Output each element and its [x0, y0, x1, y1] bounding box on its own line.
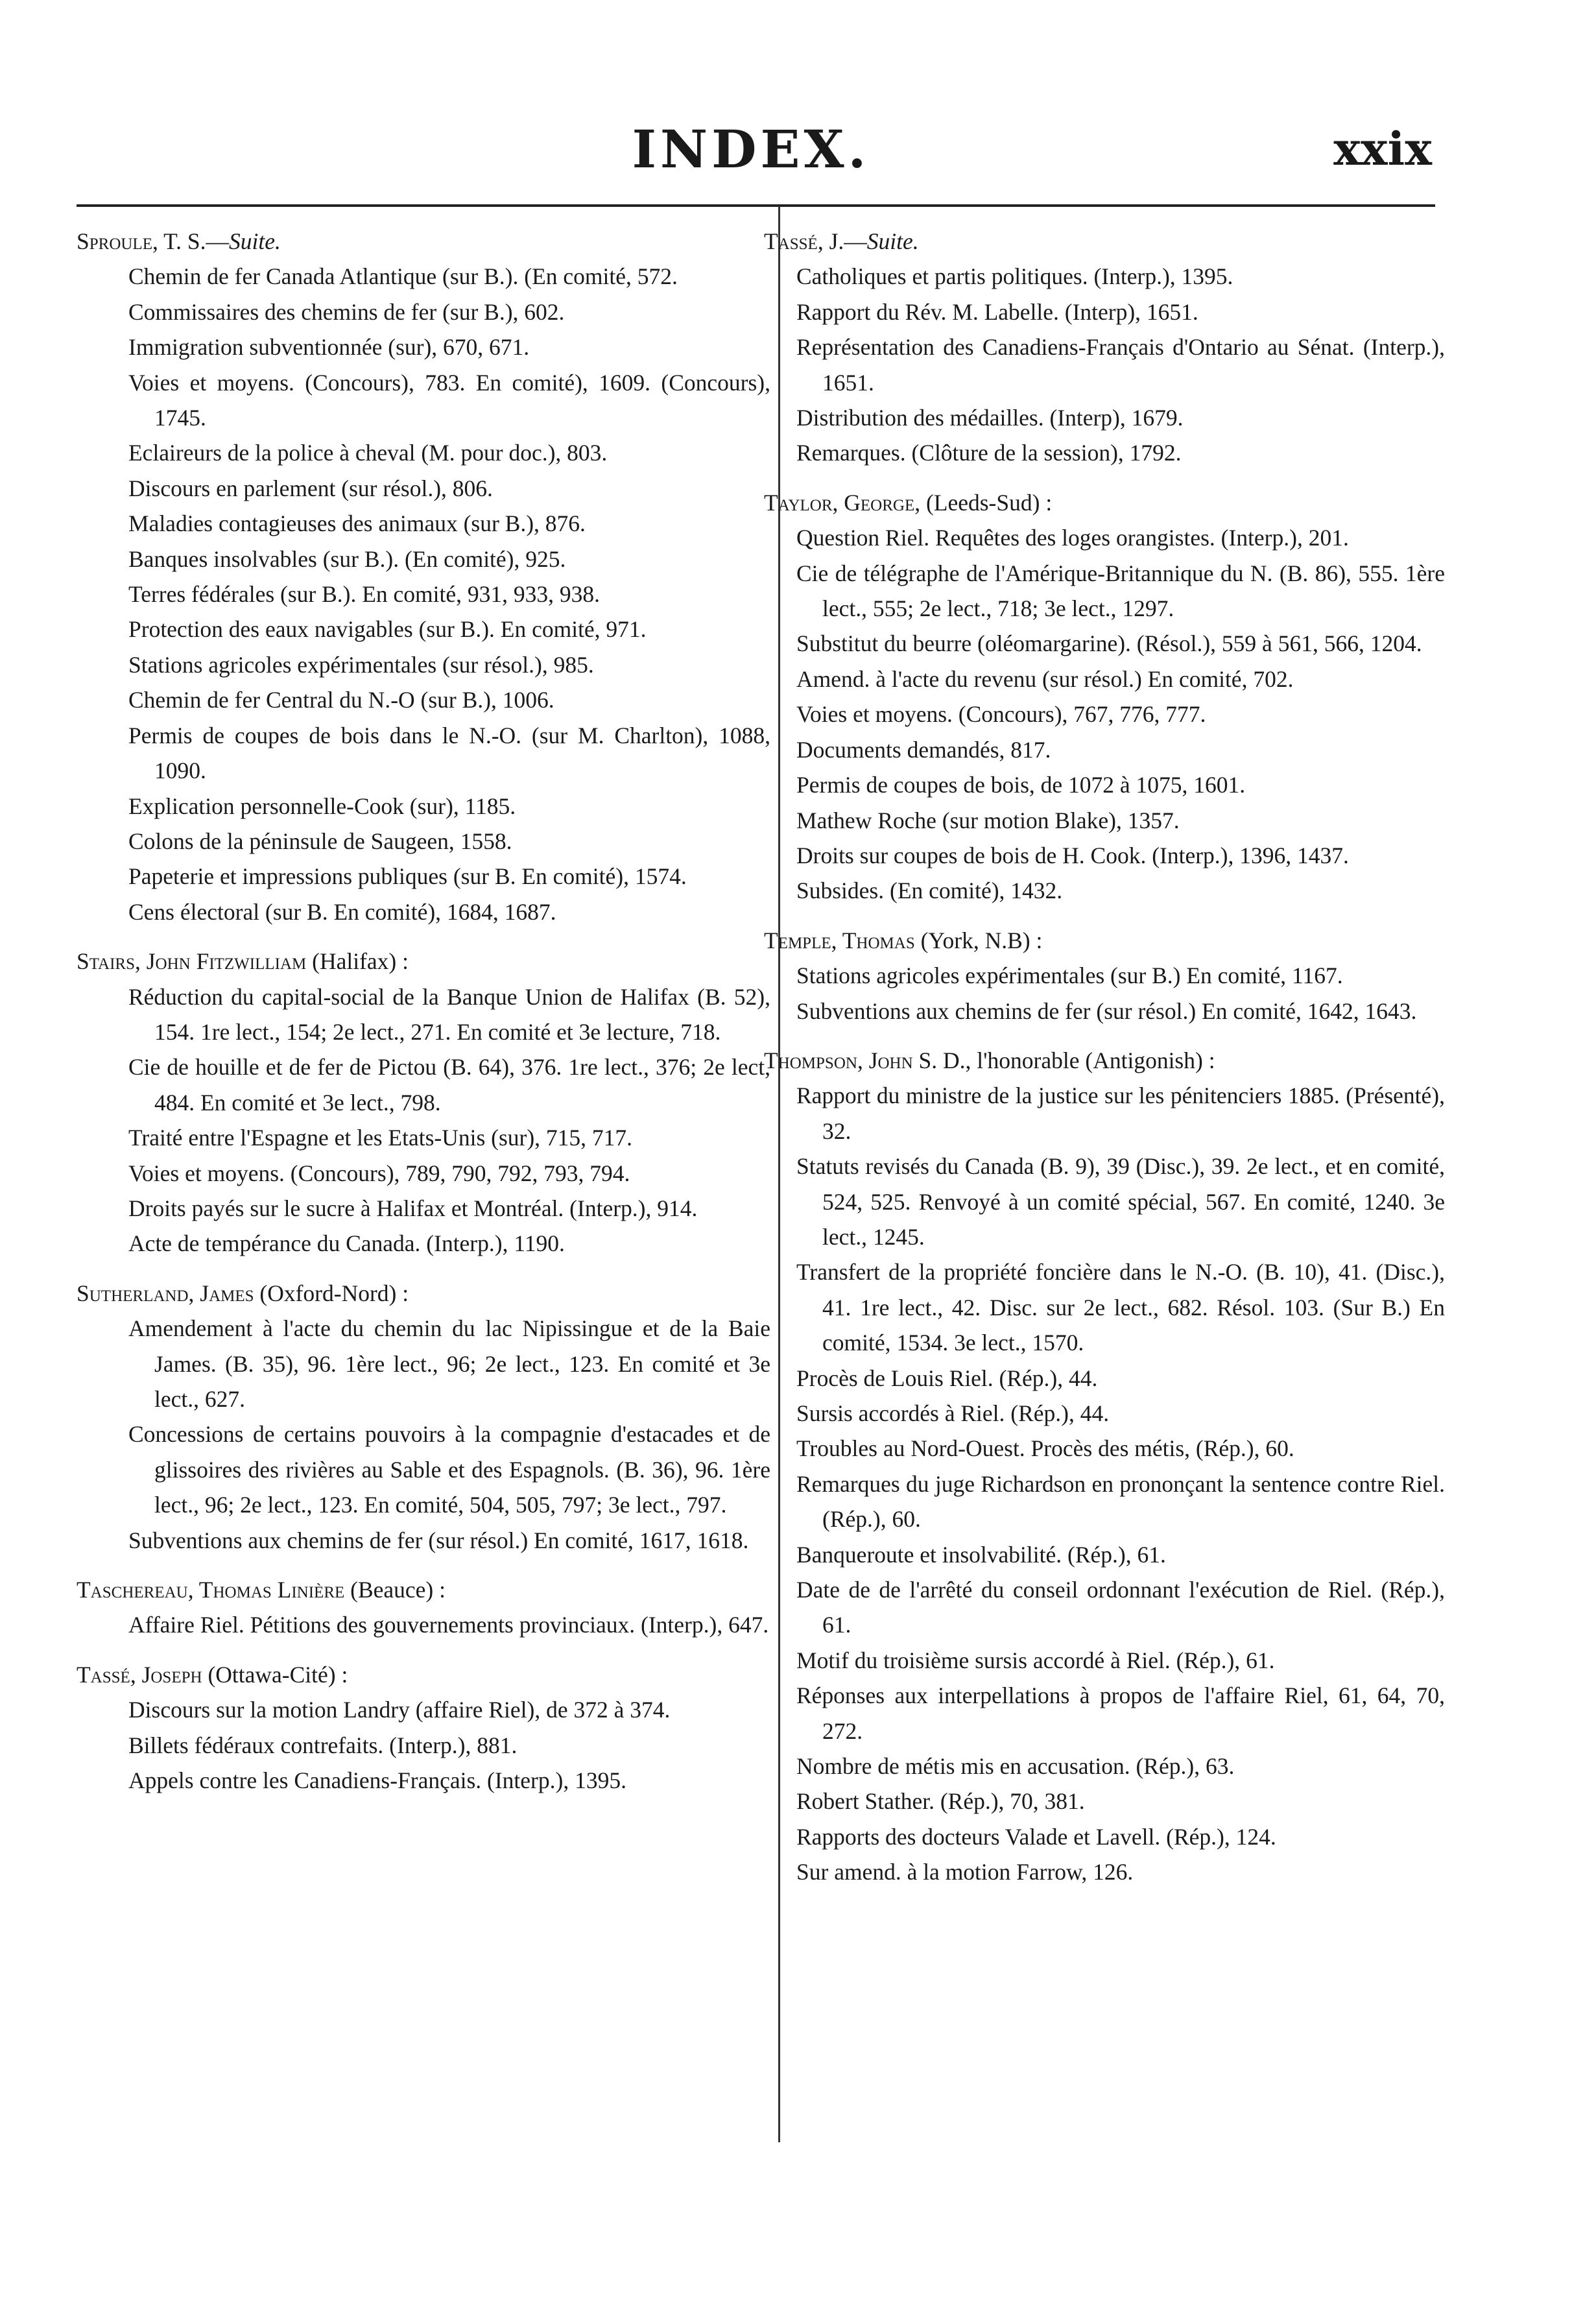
index-entry: Troubles au Nord-Ouest. Procès des métis, (Rép.), 60.: [796, 1435, 1294, 1462]
index-person: [77, 944, 770, 1262]
index-entry: Billets fédéraux contrefaits. (Interp.), 881.: [128, 1732, 518, 1758]
person-riding: (Beauce) :: [344, 1577, 446, 1603]
person-name: Taschereau, Thomas Linière: [77, 1577, 345, 1603]
index-entry: Transfert de la propriété foncière dans le N.-O. (B. 10), 41. (Disc.), 41. 1re lect., 42. Disc. sur 2e lect., 682. Résol. 103. (Sur B.) En comité, 1534. 3e lect., 1570.: [796, 1259, 1445, 1356]
index-entry: Sursis accordés à Riel. (Rép.), 44.: [796, 1400, 1110, 1426]
index-entry: Banques insolvables (sur B.). (En comité), 925.: [128, 545, 566, 572]
index-person: [77, 224, 770, 929]
index-entry: Voies et moyens. (Concours), 783. En comité), 1609. (Concours), 1745.: [128, 369, 770, 431]
index-entry: Protection des eaux navigables (sur B.). En comité, 971.: [128, 616, 647, 643]
index-entry: Subventions aux chemins de fer (sur résol.) En comité, 1642, 1643.: [796, 998, 1417, 1024]
person-name: Sutherland, James: [77, 1280, 254, 1306]
person-riding: (Halifax) :: [306, 948, 409, 975]
index-entry: Statuts revisés du Canada (B. 9), 39 (Disc.), 39. 2e lect., et en comité, 524, 525. Renvoyé à un comité spécial, 567. En comité, 1240. 3e lect., 1245.: [796, 1153, 1445, 1250]
person-name: Thompson, John S. D.: [764, 1047, 966, 1073]
person-name: Stairs, John Fitzwilliam: [77, 948, 307, 975]
index-entry: Cens électoral (sur B. En comité), 1684, 1687.: [128, 898, 556, 925]
header-rule: [77, 204, 1435, 207]
index-entry: Maladies contagieuses des animaux (sur B.), 876.: [128, 510, 586, 537]
index-entry: Voies et moyens. (Concours), 789, 790, 792, 793, 794.: [128, 1160, 630, 1186]
index-entry: Cie de houille et de fer de Pictou (B. 64), 376. 1re lect., 376; 2e lect, 484. En comité et 3e lect., 798.: [128, 1054, 770, 1116]
index-person: [764, 923, 1445, 1029]
index-entry: Terres fédérales (sur B.). En comité, 931, 933, 938.: [128, 581, 601, 608]
index-entry: Documents demandés, 817.: [796, 736, 1051, 763]
suite-label: Suite.: [866, 228, 919, 254]
page-title: INDEX.: [632, 119, 870, 180]
person-riding: , T. S.—: [152, 228, 230, 254]
page-header: [77, 114, 1432, 191]
index-entry: Amendement à l'acte du chemin du lac Nipissingue et de la Baie James. (B. 35), 96. 1ère lect., 96; 2e lect., 123. En comité et 3e lect., 627.: [128, 1315, 770, 1412]
person-riding: (York, N.B) :: [914, 927, 1043, 953]
index-entry: Traité entre l'Espagne et les Etats-Unis (sur), 715, 717.: [128, 1125, 633, 1151]
index-entry: Discours en parlement (sur résol.), 806.: [128, 475, 493, 501]
index-entry: Nombre de métis mis en accusation. (Rép.), 63.: [796, 1753, 1235, 1780]
index-entry: Procès de Louis Riel. (Rép.), 44.: [796, 1365, 1098, 1391]
person-heading: [764, 1043, 1445, 1078]
index-entry: Réponses aux interpellations à propos de l'affaire Riel, 61, 64, 70, 272.: [796, 1682, 1445, 1744]
person-riding: (Oxford-Nord) :: [254, 1280, 409, 1306]
index-entry: Représentation des Canadiens-Français d'Ontario au Sénat. (Interp.), 1651.: [796, 334, 1445, 396]
index-entry: Discours sur la motion Landry (affaire Riel), de 372 à 374.: [128, 1697, 671, 1723]
index-entry: Droits payés sur le sucre à Halifax et Montréal. (Interp.), 914.: [128, 1195, 698, 1221]
index-entry: Stations agricoles expérimentales (sur B.) En comité, 1167.: [796, 963, 1343, 989]
index-entry: Substitut du beurre (oléomargarine). (Résol.), 559 à 561, 566, 1204.: [796, 630, 1422, 657]
person-riding: (Ottawa-Cité) :: [202, 1661, 348, 1688]
person-heading: [764, 485, 1445, 520]
index-entry: Subsides. (En comité), 1432.: [796, 878, 1063, 904]
person-name: Tassé, Joseph: [77, 1661, 202, 1688]
index-entry: Immigration subventionnée (sur), 670, 671.: [128, 334, 530, 361]
person-riding: , (Leeds-Sud) :: [914, 489, 1053, 516]
index-entry: Remarques. (Clôture de la session), 1792.: [796, 440, 1182, 466]
index-entry: Voies et moyens. (Concours), 767, 776, 777.: [796, 701, 1206, 728]
suite-label: Suite.: [229, 228, 281, 254]
index-entry: Mathew Roche (sur motion Blake), 1357.: [796, 807, 1180, 833]
left-column: [77, 224, 770, 1798]
index-entry: Cie de télégraphe de l'Amérique-Britannique du N. (B. 86), 555. 1ère lect., 555; 2e lect., 718; 3e lect., 1297.: [796, 560, 1445, 622]
person-heading: [77, 944, 770, 979]
page-number: xxix: [1333, 122, 1432, 176]
person-heading: [77, 1276, 770, 1311]
index-entry: Chemin de fer Canada Atlantique (sur B.). (En comité, 572.: [128, 263, 678, 290]
index-person: [764, 224, 1445, 471]
index-entry: Banqueroute et insolvabilité. (Rép.), 61.: [796, 1541, 1166, 1568]
index-entry: Sur amend. à la motion Farrow, 126.: [796, 1859, 1134, 1885]
index-entry: Permis de coupes de bois, de 1072 à 1075, 1601.: [796, 772, 1246, 798]
person-heading: [764, 923, 1445, 958]
index-entry: Appels contre les Canadiens-Français. (Interp.), 1395.: [128, 1767, 626, 1794]
person-name: Tassé: [764, 228, 818, 254]
index-entry: Question Riel. Requêtes des loges orangistes. (Interp.), 201.: [796, 525, 1349, 551]
index-entry: Papeterie et impressions publiques (sur B. En comité), 1574.: [128, 863, 687, 890]
person-heading: [77, 1572, 770, 1607]
index-entry: Stations agricoles expérimentales (sur résol.), 985.: [128, 651, 594, 678]
index-entry: Date de de l'arrêté du conseil ordonnant l'exécution de Riel. (Rép.), 61.: [796, 1577, 1445, 1638]
index-person: [77, 1276, 770, 1558]
right-column: [764, 224, 1445, 1890]
index-entry: Chemin de fer Central du N.-O (sur B.), 1006.: [128, 687, 554, 713]
index-entry: Catholiques et partis politiques. (Interp.), 1395.: [796, 263, 1233, 290]
index-entry: Rapports des docteurs Valade et Lavell. (Rép.), 124.: [796, 1823, 1276, 1850]
index-entry: Remarques du juge Richardson en prononçant la sentence contre Riel. (Rép.), 60.: [796, 1470, 1445, 1533]
index-entry: Rapport du Rév. M. Labelle. (Interp), 1651.: [796, 298, 1198, 325]
index-entry: Réduction du capital-social de la Banque Union de Halifax (B. 52), 154. 1re lect., 154; 2e lect., 271. En comité et 3e lecture, 718.: [128, 983, 770, 1045]
person-heading: [77, 224, 770, 259]
person-riding: , J.—: [817, 228, 867, 254]
index-person: [764, 1043, 1445, 1890]
person-riding: , l'honorable (Antigonish) :: [965, 1047, 1215, 1073]
index-entry: Droits sur coupes de bois de H. Cook. (Interp.), 1396, 1437.: [796, 842, 1349, 868]
index-entry: Acte de tempérance du Canada. (Interp.), 1190.: [128, 1230, 565, 1257]
index-person: [77, 1657, 770, 1799]
index-entry: Eclaireurs de la police à cheval (M. pour doc.), 803.: [128, 440, 608, 466]
person-name: Sproule: [77, 228, 152, 254]
index-entry: Permis de coupes de bois dans le N.-O. (sur M. Charlton), 1088, 1090.: [128, 722, 770, 784]
index-entry: Concessions de certains pouvoirs à la compagnie d'estacades et de glissoires des rivières au Sable et des Espagnols. (B. 36), 96. 1ère lect., 96; 2e lect., 123. En comité, 504, 505, 797; 3e lect., 797.: [128, 1421, 770, 1518]
person-heading: [77, 1657, 770, 1692]
person-heading: [764, 224, 1445, 259]
index-person: [77, 1572, 770, 1643]
index-entry: Motif du troisième sursis accordé à Riel. (Rép.), 61.: [796, 1647, 1275, 1673]
index-entry: Affaire Riel. Pétitions des gouvernements provinciaux. (Interp.), 647.: [128, 1612, 769, 1638]
index-entry: Commissaires des chemins de fer (sur B.), 602.: [128, 298, 565, 325]
index-entry: Amend. à l'acte du revenu (sur résol.) En comité, 702.: [796, 665, 1294, 692]
index-entry: Rapport du ministre de la justice sur les pénitenciers 1885. (Présenté), 32.: [796, 1082, 1445, 1144]
person-name: Taylor, George: [764, 489, 915, 516]
index-entry: Robert Stather. (Rép.), 70, 381.: [796, 1788, 1085, 1815]
person-name: Temple, Thomas: [764, 927, 915, 953]
index-entry: Distribution des médailles. (Interp), 1679.: [796, 405, 1184, 431]
index-entry: Explication personnelle-Cook (sur), 1185.: [128, 793, 516, 819]
index-entry: Colons de la péninsule de Saugeen, 1558.: [128, 828, 512, 854]
index-entry: Subventions aux chemins de fer (sur résol.) En comité, 1617, 1618.: [128, 1527, 749, 1553]
index-person: [764, 485, 1445, 909]
